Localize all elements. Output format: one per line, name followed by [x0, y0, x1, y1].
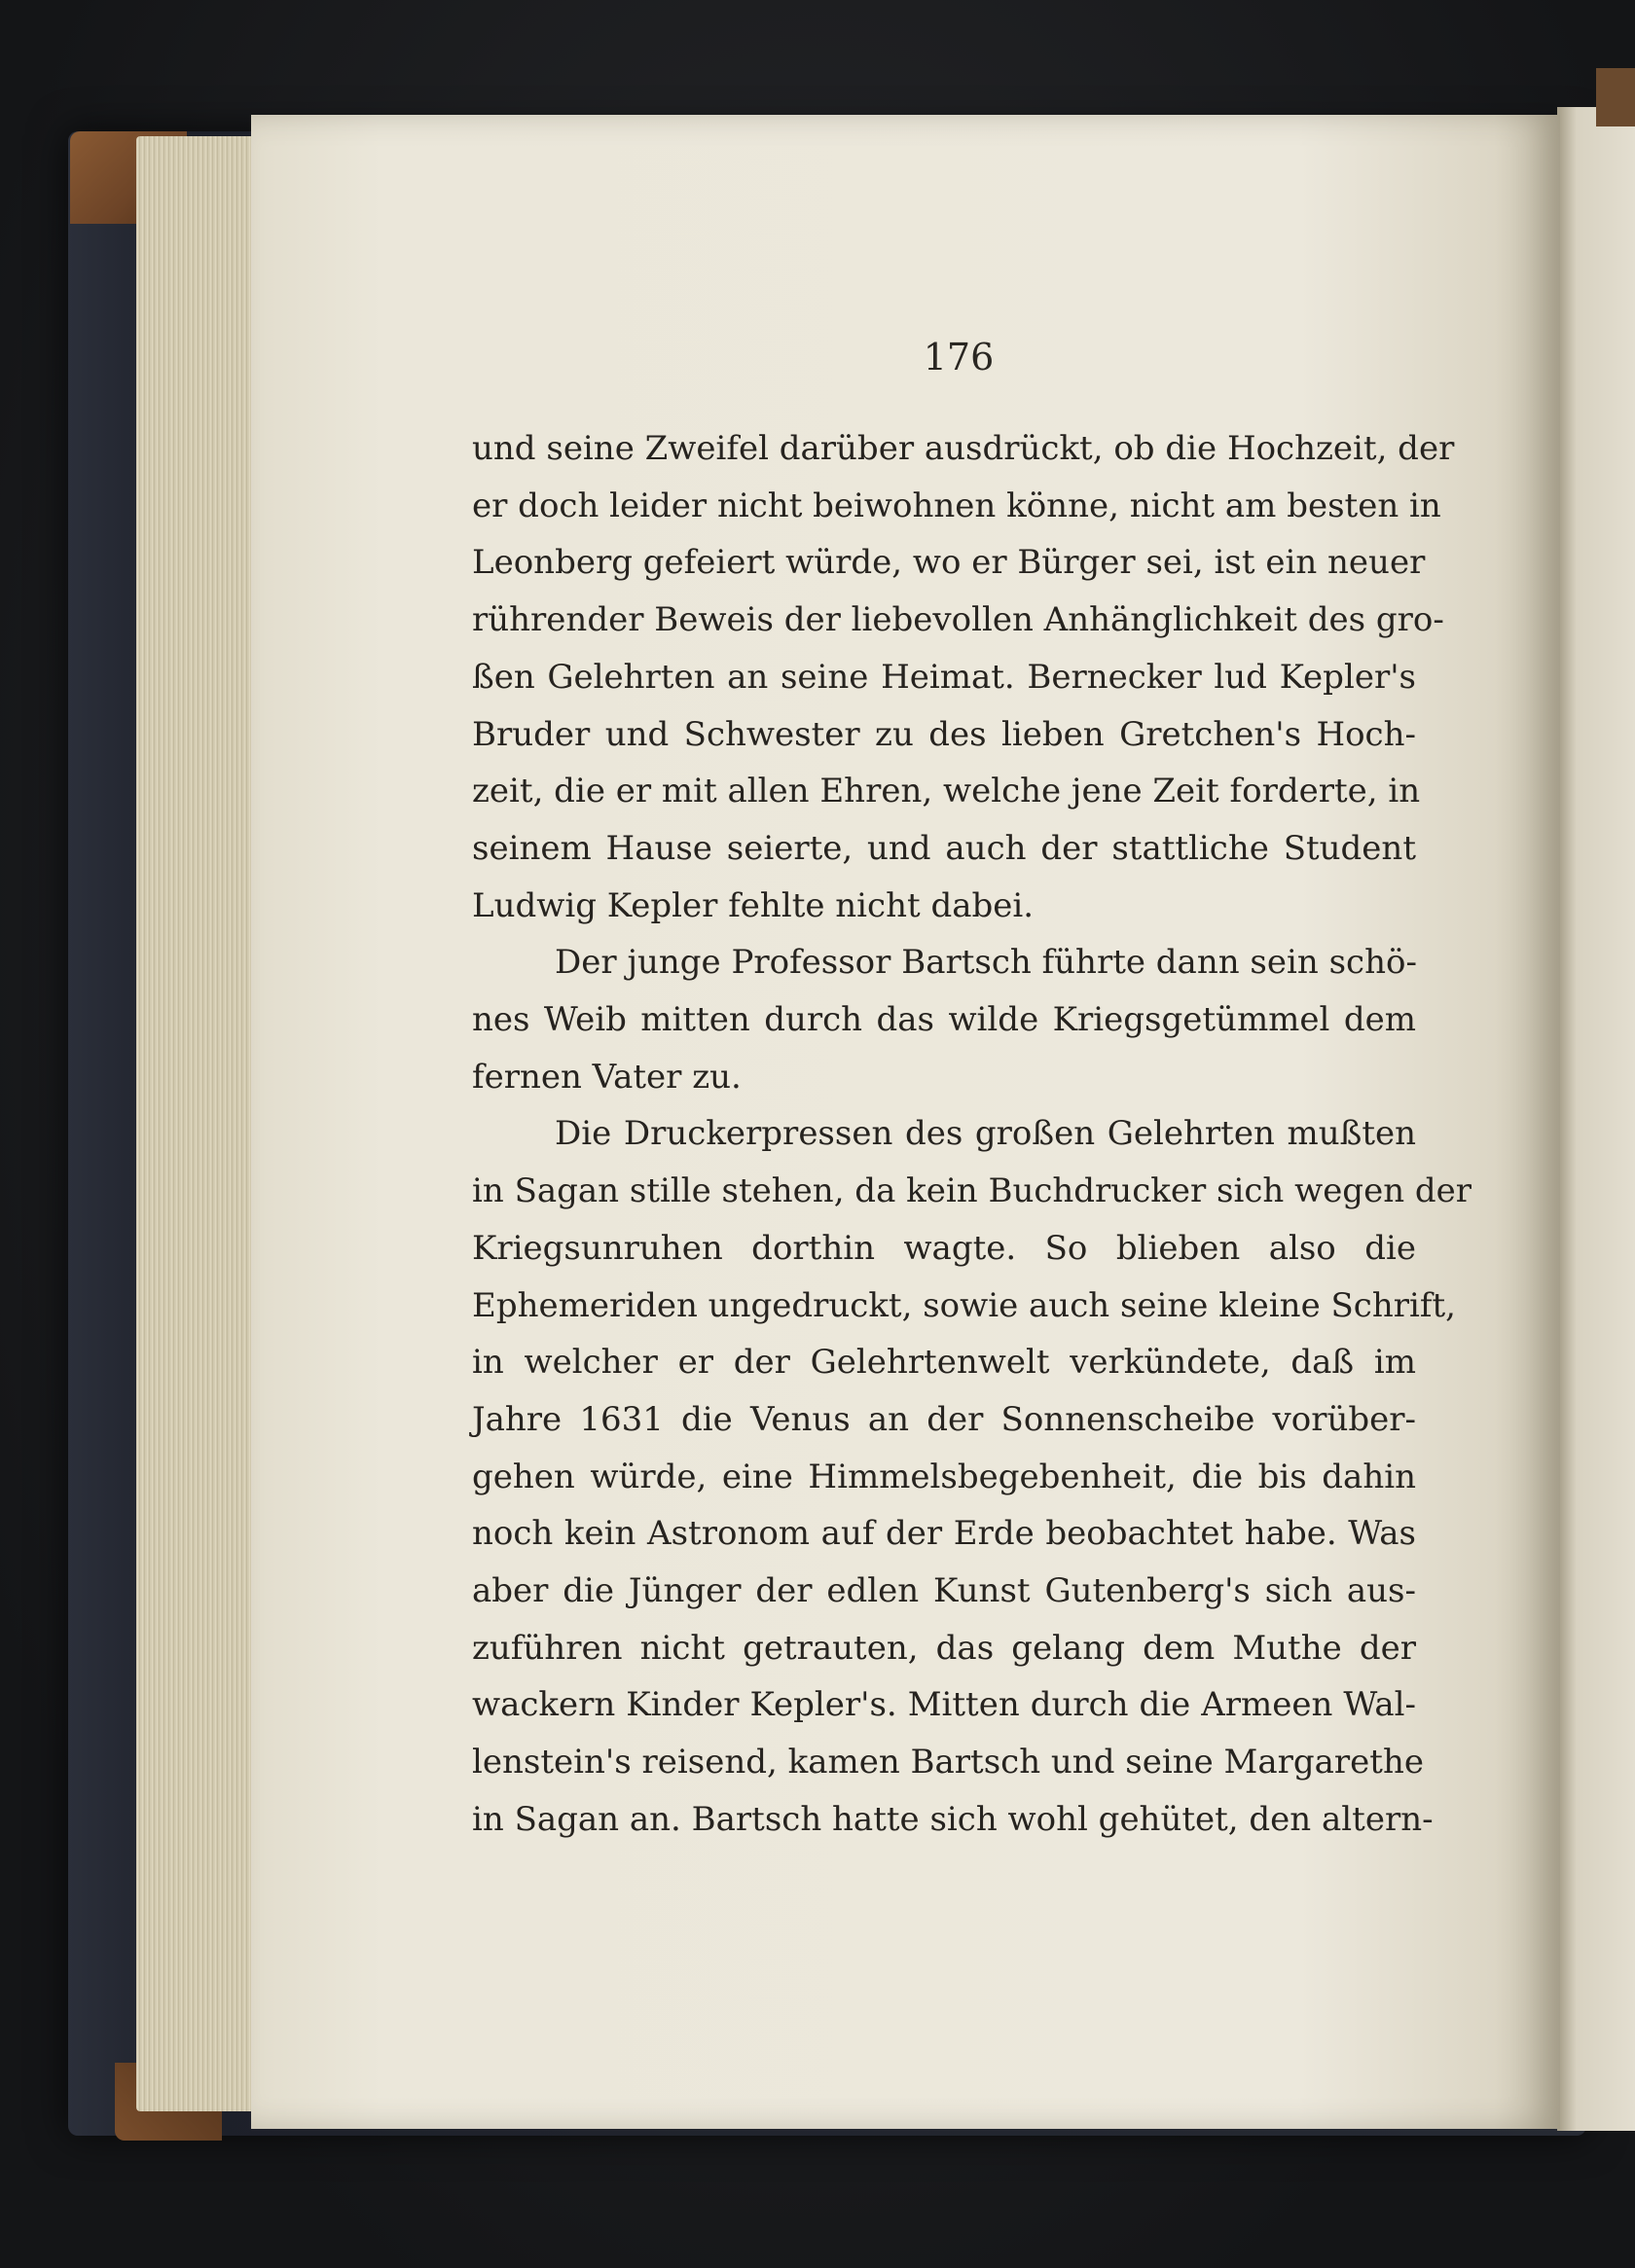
text-line: rührender Beweis der liebevollen Anhänglichkeit des gro- [472, 600, 1444, 640]
text-line: ßen Gelehrten an seine Heimat. Bernecker lud Kepler's [472, 657, 1416, 697]
text-line: Ludwig Kepler fehlte nicht dabei. [472, 885, 1035, 925]
text-line: lenstein's reisend, kamen Bartsch und seine Margarethe [472, 1743, 1424, 1782]
text-line: wackern Kinder Kepler's. Mitten durch die Armeen Wal- [472, 1685, 1416, 1725]
text-line: in Sagan an. Bartsch hatte sich wohl gehütet, den altern- [472, 1799, 1434, 1839]
text-line: Bruder und Schwester zu des lieben Gretchen's Hoch- [472, 714, 1416, 754]
facing-page [1557, 107, 1635, 2131]
text-line: Die Druckerpressen des großen Gelehrten mußten [555, 1114, 1416, 1154]
text-line: er doch leider nicht beiwohnen könne, nicht am besten in [472, 486, 1441, 525]
page-edges [136, 136, 253, 2111]
text-line: zeit, die er mit allen Ehren, welche jene Zeit forderte, in [472, 772, 1421, 811]
text-line: aber die Jünger der edlen Kunst Gutenberg's sich aus- [472, 1571, 1416, 1611]
text-line: fernen Vater zu. [472, 1057, 742, 1097]
text-line: in welcher er der Gelehrtenwelt verkündete, daß im [472, 1343, 1416, 1383]
text-line: zuführen nicht getrauten, das gelang dem Muthe der [472, 1628, 1416, 1668]
text-line: Jahre 1631 die Venus an der Sonnenscheibe vorüber- [472, 1399, 1416, 1439]
text-line: in Sagan stille stehen, da kein Buchdrucker sich wegen der [472, 1171, 1472, 1211]
facing-cover-corner [1596, 68, 1635, 126]
text-line: nes Weib mitten durch das wilde Kriegsgetümmel dem [472, 1000, 1416, 1040]
text-line: Der junge Professor Bartsch führte dann sein schö- [555, 943, 1417, 983]
text-line: Ephemeriden ungedruckt, sowie auch seine kleine Schrift, [472, 1285, 1456, 1325]
text-line: gehen würde, eine Himmelsbegebenheit, die bis dahin [472, 1457, 1416, 1496]
page-number: 176 [923, 336, 995, 378]
text-line: noch kein Astronom auf der Erde beobachtet habe. Was [472, 1514, 1416, 1554]
text-line: und seine Zweifel darüber ausdrückt, ob die Hochzeit, der [472, 429, 1455, 468]
body-text [472, 420, 1472, 1849]
text-line: Kriegsunruhen dorthin wagte. So blieben also die [472, 1228, 1416, 1268]
text-line: Leonberg gefeiert würde, wo er Bürger sei, ist ein neuer [472, 543, 1426, 583]
text-line: seinem Hause seierte, und auch der stattliche Student [472, 828, 1416, 868]
